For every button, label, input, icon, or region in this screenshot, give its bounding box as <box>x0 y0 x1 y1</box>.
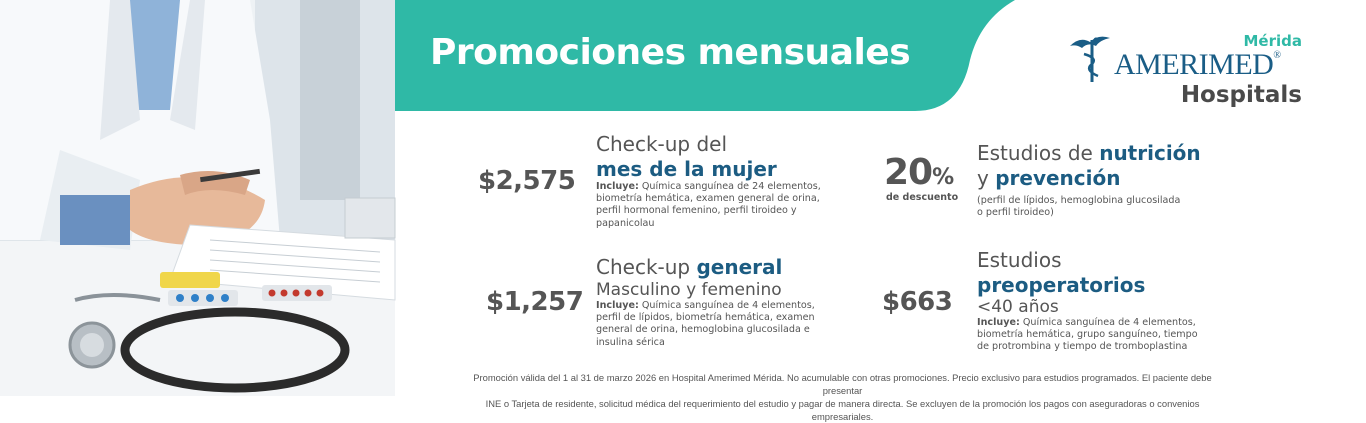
footer-line1: Promoción válida del 1 al 31 de marzo 2026 en Hospital Amerimed Mérida. No acumulable con otras promociones. Precio exclusivo para estudios programados. El paciente debe presentar <box>473 372 1212 396</box>
promo-mujer <box>596 132 831 230</box>
price-preoperatorios: $663 <box>882 287 953 317</box>
promo-preoperatorios-line1: Estudios <box>977 248 1062 272</box>
promo-mujer-line1: Check-up del <box>596 132 728 156</box>
doctor-photo <box>0 0 395 396</box>
promo-preoperatorios-desc: Incluye: Química sanguínea de 4 elementos, biometría hemática, grupo sanguíneo, tiempo de protrombina y tiempo de tromboplastina <box>977 317 1198 353</box>
promo-general-desc: Incluye: Química sanguínea de 4 elementos, perfil de lípidos, biometría hemática, examen general de orina, hemoglobina glucosilada e insulina sérica <box>596 300 815 348</box>
logo-city: Mérida <box>1243 32 1302 50</box>
page-title: Promociones mensuales <box>430 32 911 73</box>
promo-nutricion-line1: Estudios de nutrición <box>977 141 1201 165</box>
promo-preoperatorios-line3: <40 años <box>977 297 1059 317</box>
promo-mujer-desc: Incluye: Química sanguínea de 24 elementos, biometría hemática, examen general de orina, perfil hormonal femenino, perfil tiroideo y papanicolau <box>596 181 821 229</box>
promo-preoperatorios <box>977 248 1202 354</box>
promo-nutricion-line2: y prevención <box>977 166 1121 190</box>
caduceus-icon <box>1068 34 1112 84</box>
promo-mujer-line2: mes de la mujer <box>596 157 777 181</box>
promo-nutricion <box>977 141 1207 219</box>
footer-disclaimer <box>470 371 1215 423</box>
promo-general-line1: Check-up general <box>596 255 783 279</box>
logo-brand: AMERIMED® <box>1114 48 1281 81</box>
price-mujer: $2,575 <box>478 166 576 196</box>
promo-nutricion-note: (perfil de lípidos, hemoglobina glucosilada o perfil tiroideo) <box>977 195 1181 219</box>
promo-general <box>596 255 824 349</box>
discount-label: de descuento <box>886 192 959 203</box>
footer-line2: INE o Tarjeta de residente, solicitud médica del requerimiento del estudio y pagar de manera directa. Se excluyen de la promoción los pagos con aseguradoras o convenios empresariales. <box>485 398 1200 422</box>
promo-preoperatorios-line2: preoperatorios <box>977 273 1146 297</box>
promo-general-line2: Masculino y femenino <box>596 280 782 300</box>
logo-sub: Hospitals <box>1180 82 1302 108</box>
discount-value: 20% <box>884 152 955 193</box>
amerimed-logo <box>1062 28 1312 118</box>
price-general: $1,257 <box>486 287 584 317</box>
